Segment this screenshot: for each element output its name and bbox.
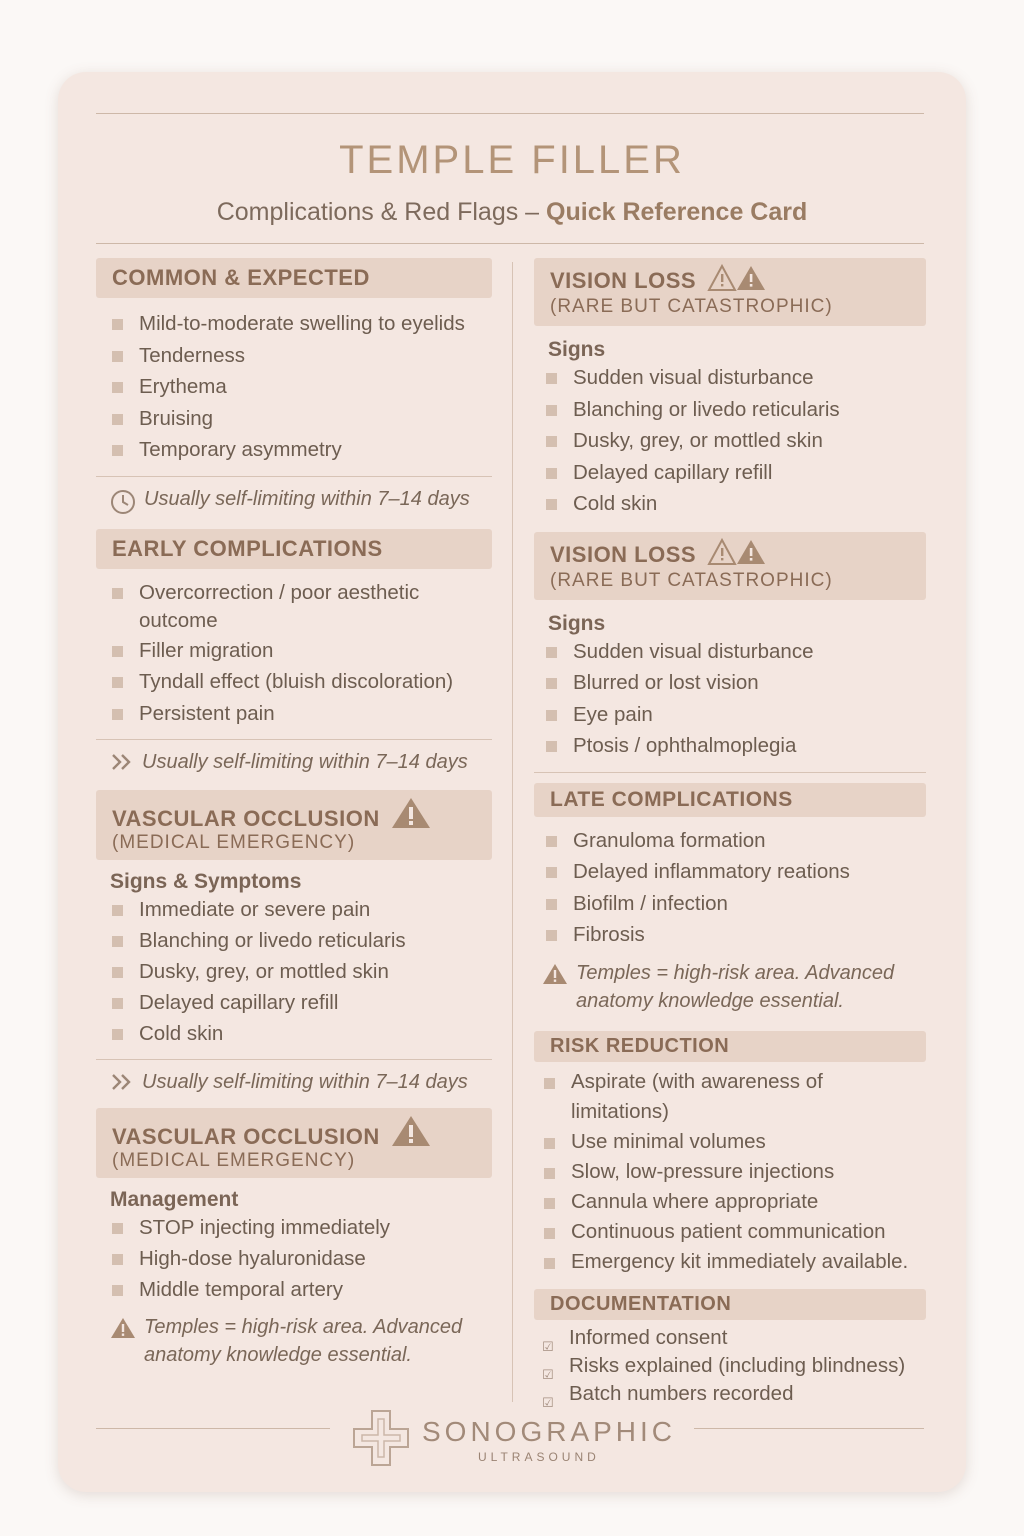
section-header-vascular-signs xyxy=(96,790,492,860)
list-item: Middle temporal artery xyxy=(112,1274,492,1305)
checkbox-checked-icon: ☑ xyxy=(542,1394,554,1410)
bullet-icon xyxy=(112,646,123,657)
list-vascular-signs xyxy=(96,894,492,1049)
list-item: ☑ Batch numbers recorded xyxy=(542,1380,926,1408)
header-divider xyxy=(96,243,924,244)
subtitle-plain: Complications & Red Flags – xyxy=(216,198,540,226)
double-chevron-icon xyxy=(110,752,134,772)
section-separator xyxy=(96,476,492,477)
bullet-icon xyxy=(112,414,123,425)
footer-divider-right xyxy=(694,1428,924,1429)
footer xyxy=(0,1406,1024,1470)
list-item: Sudden visual disturbance xyxy=(546,362,926,394)
section-early xyxy=(96,529,492,777)
list-item: Temporary asymmetry xyxy=(112,434,492,466)
list-item: ☑ Risks explained (including blindness) xyxy=(542,1352,926,1380)
right-column xyxy=(534,258,926,1408)
section-subtitle: (RARE BUT CATASTROPHIC) xyxy=(550,569,833,591)
top-divider xyxy=(96,113,924,114)
brand-name: SONOGRAPHIC xyxy=(422,1416,677,1447)
list-early xyxy=(96,579,492,730)
subheading: Signs xyxy=(548,338,606,361)
warning-icon xyxy=(542,963,568,985)
warning-icon xyxy=(707,538,767,566)
section-separator xyxy=(96,739,492,740)
section-title: LATE COMPLICATIONS xyxy=(550,787,793,811)
section-title: VISION LOSS xyxy=(550,268,697,293)
note-high-risk-right xyxy=(534,959,926,1015)
bullet-icon xyxy=(546,405,557,416)
footer-divider-left xyxy=(96,1428,330,1429)
section-title: VISION LOSS xyxy=(550,541,697,567)
clock-icon xyxy=(110,489,136,515)
list-item: Mild-to-moderate swelling to eyelids xyxy=(112,308,492,340)
bullet-icon xyxy=(546,930,557,941)
bullet-icon xyxy=(544,1228,555,1239)
warning-icon xyxy=(390,1114,432,1148)
list-item: Blanching or livedo reticularis xyxy=(546,394,926,426)
list-vision-1 xyxy=(534,362,926,520)
subheading: Signs & Symptoms xyxy=(110,870,302,893)
list-item: Immediate or severe pain xyxy=(112,894,492,925)
bullet-icon xyxy=(112,319,123,330)
section-header-common xyxy=(96,258,492,298)
checkbox-checked-icon: ☑ xyxy=(542,1366,554,1382)
bullet-icon xyxy=(546,436,557,447)
list-item: Persistent pain xyxy=(112,698,492,730)
bullet-icon xyxy=(544,1198,555,1209)
section-header-vision-2 xyxy=(534,532,926,600)
list-item: Biofilm / infection xyxy=(546,888,926,920)
warning-icon xyxy=(390,796,432,830)
list-vascular-management xyxy=(96,1212,492,1305)
section-title: DOCUMENTATION xyxy=(550,1292,732,1315)
list-item: Blurred or lost vision xyxy=(546,667,926,699)
list-item: STOP injecting immediately xyxy=(112,1212,492,1243)
brand-subtitle: ULTRASOUND xyxy=(478,1450,600,1464)
list-item: Continuous patient communication xyxy=(544,1217,926,1247)
bullet-icon xyxy=(112,709,123,720)
note-text: Temples = high-risk area. Advanced anatomy knowledge essential. xyxy=(576,961,895,1012)
list-documentation xyxy=(534,1324,926,1408)
list-item: Aspirate (with awareness of limitations) xyxy=(544,1067,926,1127)
bullet-icon xyxy=(112,1223,123,1234)
bullet-icon xyxy=(544,1138,555,1149)
section-header-early xyxy=(96,529,492,569)
section-subtitle: (RARE BUT CATASTROPHIC) xyxy=(550,296,833,317)
list-item: Dusky, grey, or mottled skin xyxy=(112,956,492,987)
bullet-icon xyxy=(112,445,123,456)
section-header-documentation xyxy=(534,1289,926,1320)
section-late xyxy=(534,783,926,1015)
bullet-icon xyxy=(546,499,557,510)
section-separator xyxy=(534,772,926,773)
bullet-icon xyxy=(112,588,123,599)
bullet-icon xyxy=(112,1285,123,1296)
subtitle-bold: Quick Reference Card xyxy=(546,198,808,226)
section-title: EARLY COMPLICATIONS xyxy=(112,535,383,561)
bullet-icon xyxy=(546,647,557,658)
list-item: Blanching or livedo reticularis xyxy=(112,925,492,956)
list-item: Delayed inflammatory reations xyxy=(546,856,926,888)
section-title: RISK REDUCTION xyxy=(550,1034,730,1057)
list-item: Erythema xyxy=(112,371,492,403)
bullet-icon xyxy=(546,678,557,689)
bullet-icon xyxy=(112,382,123,393)
list-risk xyxy=(534,1067,926,1277)
double-chevron-icon xyxy=(110,1072,134,1092)
bullet-icon xyxy=(112,1029,123,1040)
note-common: Usually self-limiting within 7–14 days xyxy=(96,485,492,515)
page-subtitle xyxy=(0,198,1024,227)
bullet-icon xyxy=(546,836,557,847)
bullet-icon xyxy=(544,1258,555,1269)
section-vascular-management xyxy=(96,1108,492,1369)
list-item: Tyndall effect (bluish discoloration) xyxy=(112,666,492,698)
list-late xyxy=(534,825,926,951)
section-header-late xyxy=(534,783,926,817)
column-divider xyxy=(512,262,513,1402)
bullet-icon xyxy=(544,1078,555,1089)
list-item: Delayed capillary refill xyxy=(112,987,492,1018)
list-item: Cannula where appropriate xyxy=(544,1187,926,1217)
section-vision-2 xyxy=(534,532,926,773)
list-item: ☑ Informed consent xyxy=(542,1324,926,1352)
section-title: VASCULAR OCCLUSION xyxy=(112,806,380,831)
bullet-icon xyxy=(112,351,123,362)
list-item: Bruising xyxy=(112,403,492,435)
list-item: Cold skin xyxy=(546,488,926,520)
warning-icon xyxy=(110,1317,136,1339)
section-subtitle: (MEDICAL EMERGENCY) xyxy=(112,1150,356,1171)
list-item: Sudden visual disturbance xyxy=(546,636,926,668)
bullet-icon xyxy=(546,468,557,479)
section-header-vision-1 xyxy=(534,258,926,326)
list-item: Delayed capillary refill xyxy=(546,457,926,489)
list-item: High-dose hyaluronidase xyxy=(112,1243,492,1274)
list-item: Cold skin xyxy=(112,1018,492,1049)
list-item: Dusky, grey, or mottled skin xyxy=(546,425,926,457)
bullet-icon xyxy=(112,677,123,688)
list-common xyxy=(96,308,492,466)
bullet-icon xyxy=(112,998,123,1009)
bullet-icon xyxy=(112,967,123,978)
list-item: Ptosis / ophthalmoplegia xyxy=(546,730,926,762)
section-header-vascular-management xyxy=(96,1108,492,1178)
medical-cross-logo-icon xyxy=(352,1409,410,1467)
section-title: VASCULAR OCCLUSION xyxy=(112,1124,380,1149)
bullet-icon xyxy=(546,867,557,878)
page-title: TEMPLE FILLER xyxy=(339,138,685,182)
section-common xyxy=(96,258,492,515)
section-risk-reduction xyxy=(534,1031,926,1277)
section-vascular-signs xyxy=(96,790,492,1096)
note-vascular: Usually self-limiting within 7–14 days xyxy=(96,1068,492,1096)
list-item: Eye pain xyxy=(546,699,926,731)
bullet-icon xyxy=(546,741,557,752)
bullet-icon xyxy=(546,710,557,721)
subheading: Signs xyxy=(548,611,606,635)
section-documentation xyxy=(534,1289,926,1408)
warning-icon xyxy=(707,264,767,292)
note-text: Temples = high-risk area. Advanced anatomy knowledge essential. xyxy=(144,1316,463,1366)
bullet-icon xyxy=(112,905,123,916)
checkbox-checked-icon: ☑ xyxy=(542,1338,554,1354)
list-item: Granuloma formation xyxy=(546,825,926,857)
bullet-icon xyxy=(112,1254,123,1265)
section-separator xyxy=(96,1059,492,1060)
list-item: Tenderness xyxy=(112,340,492,372)
bullet-icon xyxy=(544,1168,555,1179)
list-item: Filler migration xyxy=(112,635,492,667)
section-title: COMMON & EXPECTED xyxy=(112,265,370,290)
section-header-risk xyxy=(534,1031,926,1062)
list-item: Overcorrection / poor aesthetic outcome xyxy=(112,579,492,635)
list-vision-2 xyxy=(534,636,926,762)
note-high-risk-left xyxy=(96,1313,492,1369)
note-early: Usually self-limiting within 7–14 days xyxy=(96,748,492,776)
bullet-icon xyxy=(112,936,123,947)
section-vision-1 xyxy=(534,258,926,520)
list-item: Emergency kit immediately available. xyxy=(544,1247,926,1277)
list-item: Slow, low-pressure injections xyxy=(544,1157,926,1187)
list-item: Fibrosis xyxy=(546,919,926,951)
section-subtitle: (MEDICAL EMERGENCY) xyxy=(112,832,356,853)
left-column xyxy=(96,258,492,1369)
subheading: Management xyxy=(110,1188,239,1211)
bullet-icon xyxy=(546,373,557,384)
list-item: Use minimal volumes xyxy=(544,1127,926,1157)
bullet-icon xyxy=(546,899,557,910)
